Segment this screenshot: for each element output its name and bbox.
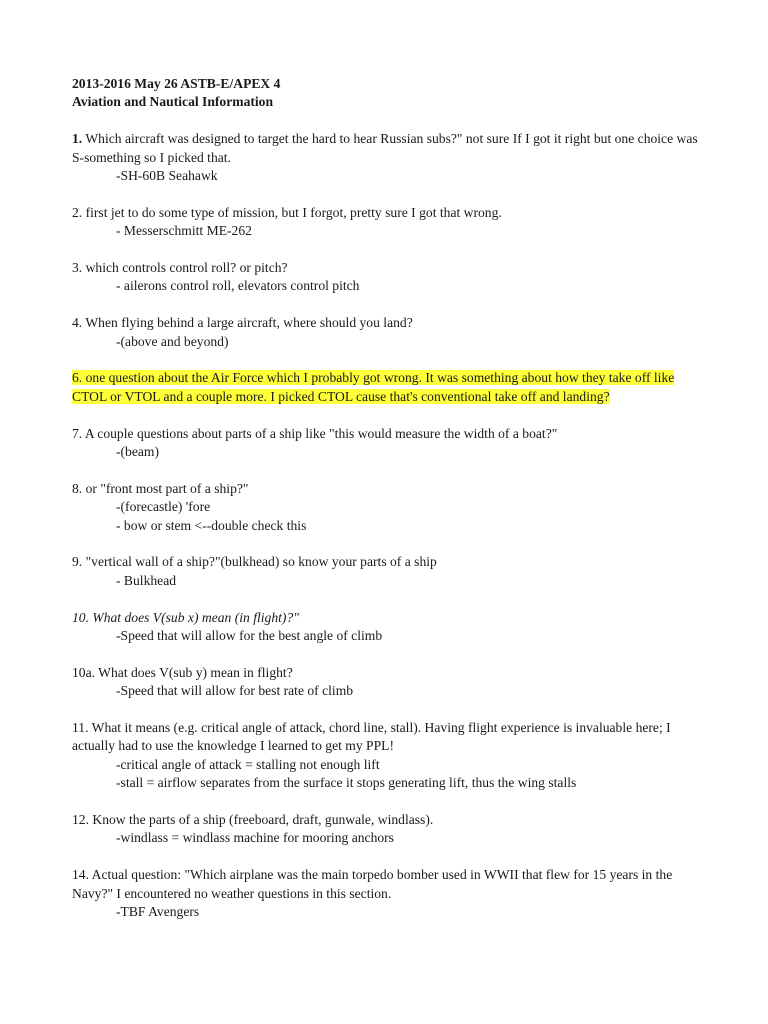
question-4: 4. When flying behind a large aircraft, where should you land? xyxy=(72,315,413,331)
answer-1: -SH-60B Seahawk xyxy=(116,168,218,184)
question-6-text: 6. one question about the Air Force which I probably got wrong. It was something about how they take off like CTOL or VTOL and a couple more. I picked CTOL cause that's conventional take off and landing? xyxy=(72,370,675,404)
question-9: 9. "vertical wall of a ship?"(bulkhead) so know your parts of a ship xyxy=(72,554,437,570)
question-11: 11. What it means (e.g. critical angle of attack, chord line, stall). Having flight experience is invaluable here; I actually had to use the knowledge I learned to get my PPL! xyxy=(72,720,671,754)
answer-4: -(above and beyond) xyxy=(116,333,229,349)
answer-11a: -critical angle of attack = stalling not enough lift xyxy=(116,756,380,772)
answer-2: - Messerschmitt ME-262 xyxy=(116,223,252,239)
question-6-highlighted xyxy=(72,369,702,406)
answer-9: - Bulkhead xyxy=(116,572,177,588)
question-8: 8. or "front most part of a ship?" xyxy=(72,480,249,496)
question-1 xyxy=(72,130,702,167)
question-2: 2. first jet to do some type of mission, but I forgot, pretty sure I got that wrong. xyxy=(72,204,502,220)
answer-10a: -Speed that will allow for best rate of climb xyxy=(116,683,354,699)
question-14: 14. Actual question: "Which airplane was the main torpedo bomber used in WWII that flew for 15 years in the Navy?" I encountered no weather questions in this section. xyxy=(72,867,673,901)
answer-7: -(beam) xyxy=(116,444,160,460)
question-10: 10. What does V(sub x) mean (in flight)?" xyxy=(72,609,299,625)
question-1-text: Which aircraft was designed to target the hard to hear Russian subs?" not sure If I got it right but one choice was S-something so I picked that. xyxy=(72,131,698,165)
answer-3: - ailerons control roll, elevators control pitch xyxy=(116,278,360,294)
question-3: 3. which controls control roll? or pitch? xyxy=(72,260,288,276)
document-subtitle: Aviation and Nautical Information xyxy=(72,94,274,110)
question-12: 12. Know the parts of a ship (freeboard, draft, gunwale, windlass). xyxy=(72,812,434,828)
question-7: 7. A couple questions about parts of a ship like "this would measure the width of a boat?" xyxy=(72,425,558,441)
answer-12: -windlass = windlass machine for mooring anchors xyxy=(116,830,394,846)
question-10a: 10a. What does V(sub y) mean in flight? xyxy=(72,664,293,680)
answer-11b: -stall = airflow separates from the surface it stops generating lift, thus the wing stalls xyxy=(116,775,577,791)
question-1-number: 1. xyxy=(72,131,83,147)
answer-10: -Speed that will allow for the best angle of climb xyxy=(116,628,383,644)
answer-8b: - bow or stem <--double check this xyxy=(116,517,307,533)
answer-8a: -(forecastle) 'fore xyxy=(116,499,211,515)
document-title: 2013-2016 May 26 ASTB-E/APEX 4 xyxy=(72,76,281,91)
document-body xyxy=(72,75,702,921)
answer-14: -TBF Avengers xyxy=(116,904,200,920)
